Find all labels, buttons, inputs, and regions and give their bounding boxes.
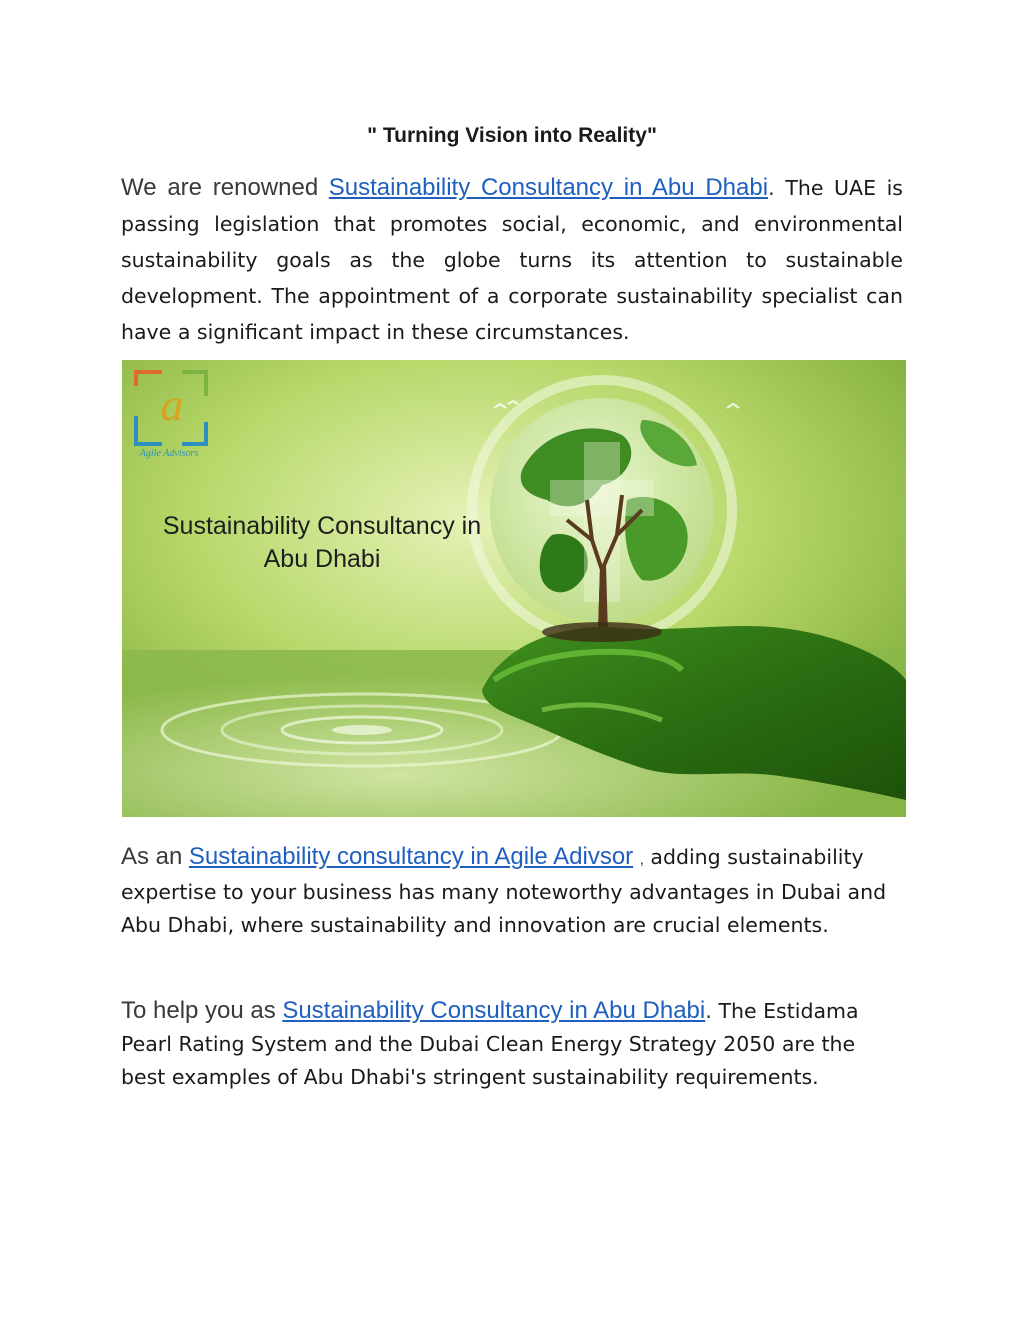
paragraph-3 bbox=[121, 994, 903, 1094]
intro-link[interactable]: Sustainability Consultancy in Abu Dhabi bbox=[328, 174, 769, 201]
intro-lead: We are renowned bbox=[121, 174, 319, 201]
intro-paragraph bbox=[121, 170, 903, 350]
paragraph-2 bbox=[121, 840, 903, 942]
para3-link[interactable]: Sustainability Consultancy in Abu Dhabi bbox=[282, 997, 706, 1024]
para3-lead: To help you as bbox=[121, 997, 276, 1024]
para2-lead: As an bbox=[121, 843, 183, 870]
para3-body: The Estidama Pearl Rating System and the Dubai Clean Energy Strategy 2050 are the best examples of Abu Dhabi's stringent sustainability requirements. bbox=[121, 999, 859, 1089]
para2-body: adding sustainability expertise to your business has many noteworthy advantages in Dubai and Abu Dhabi, where sustainability and innovation are crucial elements. bbox=[121, 845, 887, 937]
intro-body: The UAE is passing legislation that promotes social, economic, and environmental sustainability goals as the globe turns its attention to sustainable development. The appointment of a corporate sustainability specialist can have a significant impact in these circumstances. bbox=[121, 176, 903, 344]
banner-image bbox=[122, 360, 906, 817]
banner-heading-line2: Abu Dhabi bbox=[263, 545, 381, 573]
para2-link[interactable]: Sustainability consultancy in Agile Adivsor bbox=[188, 843, 634, 870]
banner-heading-line1: Sustainability Consultancy in bbox=[162, 512, 482, 540]
intro-sep: . bbox=[768, 174, 775, 201]
logo-letter: a bbox=[160, 379, 184, 430]
para2-sep: , bbox=[639, 851, 644, 868]
logo-caption: Agile Advisors bbox=[139, 448, 199, 459]
para3-sep: . bbox=[705, 997, 712, 1024]
banner-illustration bbox=[122, 360, 906, 817]
page-title: " Turning Vision into Reality" bbox=[367, 124, 657, 147]
banner-heading bbox=[142, 510, 502, 576]
